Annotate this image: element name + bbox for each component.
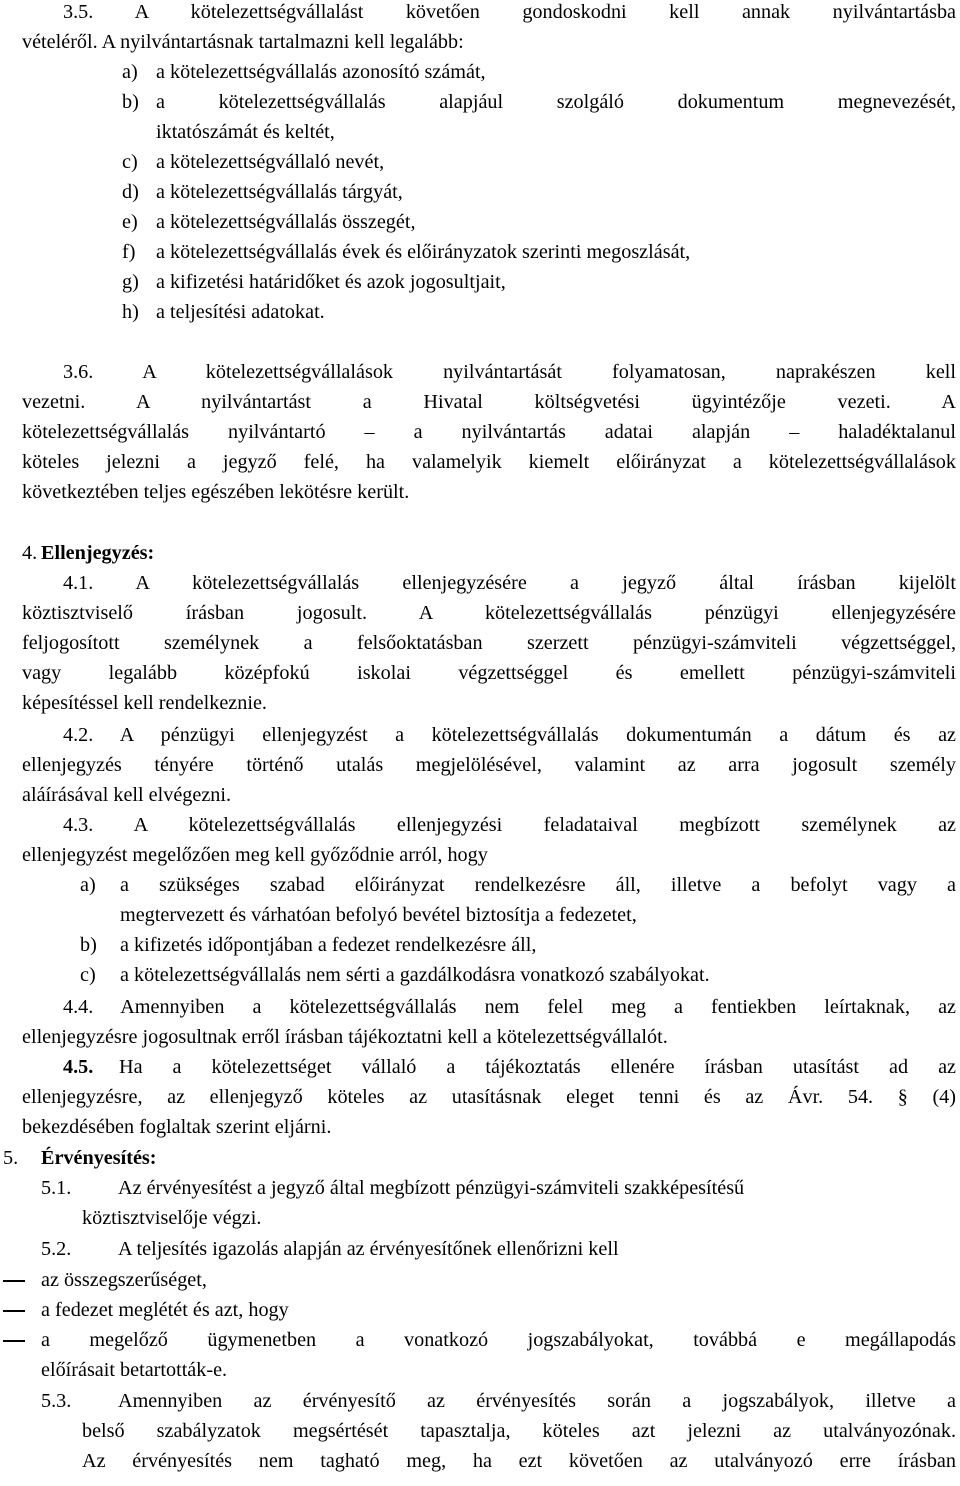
p52-bullet-3-cont: előírásait betartották-e. bbox=[41, 1359, 228, 1381]
paragraph-text: Az érvényesítést a jegyző által megbízott pénzügyi-számviteli szakképesítésű bbox=[118, 1177, 745, 1199]
s36-line-4: köteles jelezni a jegyző felé, ha valamelyik kiemelt előirányzat a kötelezettségvállalások bbox=[22, 451, 956, 473]
item-text: a kötelezettségvállalás nem sérti a gazdálkodásra vonatkozó szabályokat. bbox=[120, 964, 710, 986]
p45-line-2: ellenjegyzésre, az ellenjegyző köteles az utasításnak eleget tenni és az Ávr. 54. § (4) bbox=[22, 1086, 956, 1108]
dash-bullet-icon bbox=[3, 1340, 25, 1342]
p51-line-1 bbox=[41, 1176, 956, 1200]
paragraph-number: 4.5. bbox=[63, 1056, 94, 1078]
item-label: f) bbox=[122, 241, 136, 263]
p52-bullet-1: az összegszerűséget, bbox=[41, 1269, 207, 1291]
paragraph-text: Ha a kötelezettséget vállaló a tájékoztatás ellenére írásban utasítást ad az bbox=[119, 1056, 956, 1078]
p53-line-2: belső szabályzatok megsértését tapasztalja, köteles azt jelezni az utalványozónak. bbox=[82, 1420, 956, 1442]
section-number: 4. bbox=[22, 542, 38, 564]
s36-line-1: 3.6. A kötelezettségvállalások nyilvántartását folyamatosan, naprakészen kell bbox=[63, 361, 956, 383]
section-title: Érvényesítés: bbox=[41, 1147, 157, 1169]
section-number: 5. bbox=[3, 1147, 19, 1169]
p52-bullet-3: a megelőző ügymenetben a vonatkozó jogszabályokat, továbbá e megállapodás bbox=[41, 1329, 956, 1351]
s35-item-b bbox=[122, 90, 956, 114]
paragraph-number: 5.1. bbox=[41, 1177, 72, 1199]
p44-line-1: 4.4. Amennyiben a kötelezettségvállalás nem felel meg a fentiekben leírtaknak, az bbox=[63, 996, 956, 1018]
item-label: b) bbox=[80, 934, 97, 956]
item-label: c) bbox=[122, 151, 138, 173]
item-text: a kötelezettségvállaló nevét, bbox=[156, 151, 385, 173]
p41-line-1: 4.1. A kötelezettségvállalás ellenjegyzésére a jegyző által írásban kijelölt bbox=[63, 572, 956, 594]
p42-line-1: 4.2. A pénzügyi ellenjegyzést a kötelezettségvállalás dokumentumán a dátum és az bbox=[63, 724, 956, 746]
p42-line-3: aláírásával kell elvégezni. bbox=[22, 784, 232, 806]
p45-line-1 bbox=[63, 1055, 956, 1079]
s35-line-1: 3.5. A kötelezettségvállalást követően gondoskodni kell annak nyilvántartásba bbox=[63, 1, 956, 23]
p41-line-3: feljogosított személynek a felsőoktatásban szerzett pénzügyi-számviteli végzettséggel, bbox=[22, 632, 956, 654]
item-label: b) bbox=[122, 91, 139, 113]
item-label: a) bbox=[80, 874, 96, 896]
p45-line-3: bekezdésében foglaltak szerint eljárni. bbox=[22, 1116, 332, 1138]
p53-line-1 bbox=[41, 1389, 956, 1413]
p41-line-2: köztisztviselő írásban jogosult. A kötelezettségvállalás pénzügyi ellenjegyzésére bbox=[22, 602, 956, 624]
p51-line-2: köztisztviselője végzi. bbox=[82, 1207, 262, 1229]
p53-line-3: Az érvényesítés nem tagható meg, ha ezt követően az utalványozó erre írásban bbox=[82, 1450, 956, 1472]
s35-item-b-cont: iktatószámát és keltét, bbox=[156, 121, 335, 143]
item-label: a) bbox=[122, 61, 138, 83]
dash-bullet-icon bbox=[3, 1310, 25, 1312]
paragraph-number: 5.2. bbox=[41, 1238, 72, 1260]
s36-line-3: kötelezettségvállalás nyilvántartó – a nyilvántartás adatai alapján – haladéktalanul bbox=[22, 421, 956, 443]
item-text: a kifizetés időpontjában a fedezet rendelkezésre áll, bbox=[120, 934, 537, 956]
p43-item-a-cont: megtervezett és várhatóan befolyó bevétel biztosítja a fedezetet, bbox=[120, 904, 637, 926]
item-label: h) bbox=[122, 301, 139, 323]
item-text: a kötelezettségvállalás alapjául szolgáló dokumentum megnevezését, bbox=[156, 91, 956, 113]
p43-line-1: 4.3. A kötelezettségvállalás ellenjegyzési feladataival megbízott személynek az bbox=[63, 814, 956, 836]
item-label: g) bbox=[122, 271, 139, 293]
p41-line-5: képesítéssel kell rendelkeznie. bbox=[22, 692, 267, 714]
item-label: d) bbox=[122, 181, 139, 203]
item-text: a kötelezettségvállalás tárgyát, bbox=[156, 181, 403, 203]
p52-bullet-2: a fedezet meglétét és azt, hogy bbox=[41, 1299, 289, 1321]
p43-line-2: ellenjegyzést megelőzően meg kell győződnie arról, hogy bbox=[22, 844, 488, 866]
p41-line-4: vagy legalább középfokú iskolai végzettséggel és emellett pénzügyi-számviteli bbox=[22, 662, 956, 684]
s36-line-5: következtében teljes egészében lekötésre került. bbox=[22, 481, 410, 503]
item-label: c) bbox=[80, 964, 96, 986]
p43-item-a bbox=[80, 873, 956, 897]
dash-bullet-icon bbox=[3, 1280, 25, 1282]
s35-line-2: vételéről. A nyilvántartásnak tartalmazni kell legalább: bbox=[22, 31, 464, 53]
item-text: a kötelezettségvállalás azonosító számát, bbox=[156, 61, 486, 83]
paragraph-text: A teljesítés igazolás alapján az érvényesítőnek ellenőrizni kell bbox=[118, 1238, 619, 1260]
p42-line-2: ellenjegyzés tényére történő utalás megjelölésével, valamint az arra jogosult személy bbox=[22, 754, 956, 776]
item-label: e) bbox=[122, 211, 138, 233]
item-text: a kifizetési határidőket és azok jogosultjait, bbox=[156, 271, 506, 293]
s35-item-a bbox=[122, 60, 956, 84]
item-text: a szükséges szabad előirányzat rendelkezésre áll, illetve a befolyt vagy a bbox=[120, 874, 956, 896]
item-text: a kötelezettségvállalás évek és előirányzatok szerinti megoszlását, bbox=[156, 241, 691, 263]
paragraph-number: 5.3. bbox=[41, 1390, 72, 1412]
item-text: a teljesítési adatokat. bbox=[156, 301, 325, 323]
section-title: Ellenjegyzés: bbox=[41, 542, 155, 564]
item-text: a kötelezettségvállalás összegét, bbox=[156, 211, 416, 233]
s36-line-2: vezetni. A nyilvántartást a Hivatal költségvetési ügyintézője vezeti. A bbox=[22, 391, 956, 413]
p44-line-2: ellenjegyzésre jogosultnak erről írásban tájékoztatni kell a kötelezettségvállalót. bbox=[22, 1026, 668, 1048]
paragraph-text: Amennyiben az érvényesítő az érvényesítés során a jogszabályok, illetve a bbox=[118, 1390, 956, 1412]
